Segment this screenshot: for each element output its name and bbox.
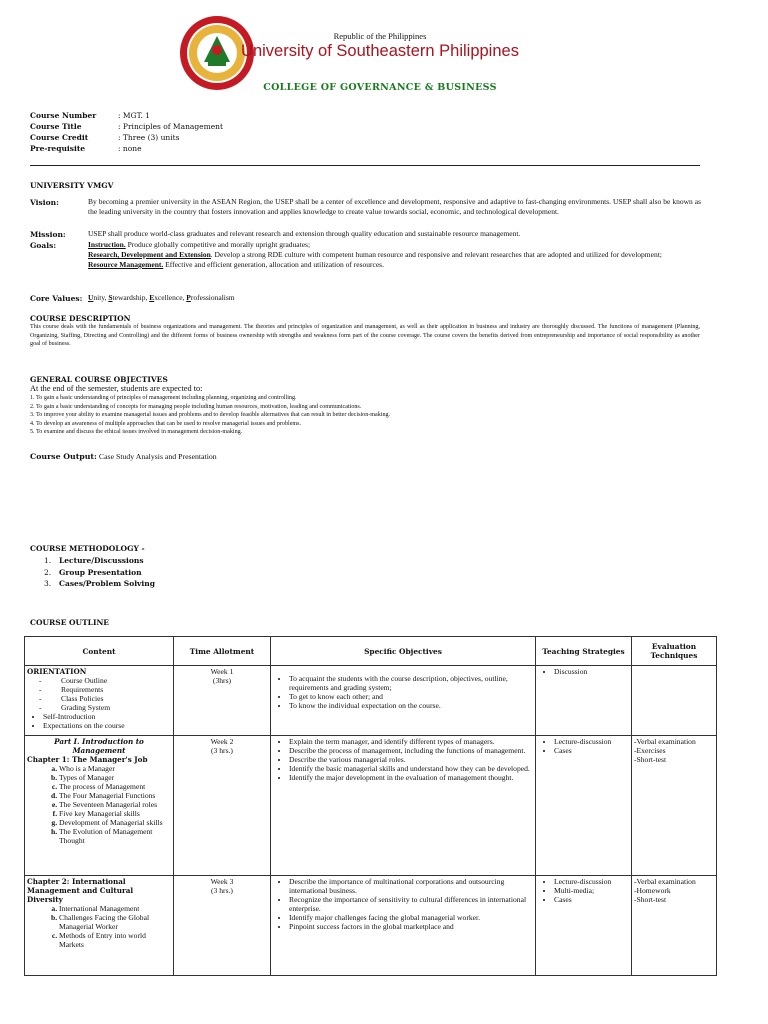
vmgv-heading: UNIVERSITY VMGV <box>30 181 114 190</box>
course-title-label: Course Title <box>30 122 82 131</box>
objective-item: 1. To gain a basic understanding of principles of management including planning, organizing and controlling. <box>30 395 297 401</box>
goals-list <box>88 240 701 270</box>
course-output <box>30 452 217 461</box>
row-objectives: • To acquaint the students with the course description, objectives, outline, requirements and grading system; • To get to know each other; and • To know the individual expectation on the course. <box>271 666 536 736</box>
mission-label: Mission: <box>30 230 66 239</box>
objective-item: 3. To improve your ability to examine managerial issues and problems and to develop feasible alternatives that can result in better decision-making. <box>30 412 391 419</box>
course-title-value: : Principles of Management <box>118 122 224 131</box>
methodology-item: 2. Group Presentation <box>44 567 142 577</box>
outline-heading: COURSE OUTLINE <box>30 618 110 627</box>
vision-label: Vision: <box>30 198 59 207</box>
col-strategies: Teaching Strategies <box>536 637 632 666</box>
methodology-item: 3. Cases/Problem Solving <box>44 579 155 588</box>
core-values-label: Core Values: <box>30 294 83 303</box>
core-values: Unity, Stewardship, Excellence, Professionalism <box>88 293 235 302</box>
prerequisite-label: Pre-requisite <box>30 144 86 153</box>
goals-label: Goals: <box>30 241 57 250</box>
table-row <box>25 666 717 736</box>
table-header-row <box>25 637 717 666</box>
vision-text: By becoming a premier university in the ASEAN Region, the USEP shall be a center of excellence and development, responsive and adaptive to fast-changing environments. USEP shall also be known as the leading university in the country that fosters innovation and applies knowledge to create value towards social, economic, and technological development. <box>88 197 701 216</box>
course-credit-label: Course Credit <box>30 133 89 142</box>
row-objectives: • Describe the importance of multinational corporations and outsourcing international business. • Recognize the importance of sensitivity to cultural differences in international enterprise. • Identify major challenges facing the global managerial worker. • Pinpoint success factors in the global marketplace and <box>271 876 536 976</box>
course-info <box>0 110 400 155</box>
row-objectives: • Explain the term manager, and identify different types of managers. • Describe the process of management, including the functions of management. • Describe the various managerial roles. • Identify the basic managerial skills and understand how they can be developed. • Identify the major development in the evaluation of management thought. <box>271 736 536 876</box>
objective-item: 2. To gain a basic understanding of concepts for managing people including human resources, motivation, leading and communications. <box>30 403 362 410</box>
objectives-intro: At the end of the semester, students are expected to: <box>30 384 203 393</box>
horizontal-rule <box>30 165 700 166</box>
row-strategies: • Lecture-discussion • Multi-media; • Cases <box>536 876 632 976</box>
col-evaluation: Evaluation Techniques <box>632 637 717 666</box>
row-evaluation: -Verbal examination -Exercises -Short-test <box>632 736 717 876</box>
goal-resource: Resource Management. Effective and efficient generation, allocation and utilization of resources. <box>88 260 384 269</box>
objectives-heading: GENERAL COURSE OBJECTIVES <box>30 375 168 384</box>
description-heading: COURSE DESCRIPTION <box>30 314 131 323</box>
table-row <box>25 736 717 876</box>
objective-item: 5. To examine and discuss the ethical issues involved in management decision-making. <box>30 429 243 436</box>
college-name: COLLEGE OF GOVERNANCE & BUSINESS <box>263 82 497 93</box>
description-text: This course deals with the fundamentals of business organizations and management. The theories and principles of organization and management, as well as their application in business and industry are thoroughly discussed. The functions of management (Planning, Organizing, Staffing, Directing and Controlling) and the different forms of business ownership with strengths and weakness form part of the course coverage. The course covers the benefits derived from entrepreneurship and importance of social responsibility as another goal of business. <box>30 324 700 348</box>
row-time: Week 1 (3hrs) <box>174 666 271 736</box>
methodology-heading: COURSE METHODOLOGY - <box>30 544 145 553</box>
republic-line: Republic of the Philippines <box>333 31 427 41</box>
row-content: Part I. Introduction to Management Chapter 1: The Manager's Job a. Who is a Manager b. Types of Manager c. The process of Management d. The Four Managerial Functions e. The Seventeen Managerial roles f. Five key Managerial skills g. Development of Managerial skills h. The Evolution of Management Thought <box>25 736 174 876</box>
objective-item: 4. To develop an awareness of multiple approaches that can be used to resolve managerial issues and problems. <box>30 420 302 427</box>
course-output-label: Course Output: <box>30 452 97 461</box>
goal-instruction: Instruction. Produce globally competitive and morally upright graduates; <box>88 240 311 249</box>
prerequisite-value: : none <box>118 144 142 153</box>
course-credit-value: : Three (3) units <box>118 133 180 142</box>
course-number-value: : MGT. 1 <box>118 111 151 120</box>
goal-research: Research, Development and Extension. Develop a strong RDE culture with competent human resource and responsive and relevant researches that are adopted and utilized for development; <box>88 250 662 259</box>
university-name: University of Southeastern Philippines <box>241 42 519 60</box>
row-strategies: • Lecture-discussion • Cases <box>536 736 632 876</box>
row-content: ORIENTATION - Course Outline - Requirements - Class Policies - Grading System • Self-Introduction • Expectations on the course <box>25 666 174 736</box>
row-evaluation <box>632 666 717 736</box>
course-number-label: Course Number <box>30 111 97 120</box>
row-strategies: • Discussion <box>536 666 632 736</box>
col-time: Time Allotment <box>174 637 271 666</box>
objectives-list <box>30 394 700 437</box>
methodology-list <box>44 555 155 590</box>
mission-text: USEP shall produce world-class graduates and relevant research and extension through quality education and sustainable resource management. <box>88 229 521 238</box>
col-content: Content <box>25 637 174 666</box>
row-content: Chapter 2: International Management and Cultural Diversity a. International Management b. Challenges Facing the Global Managerial Worker c. Methods of Entry into world Markets <box>25 876 174 976</box>
row-time: Week 3 (3 hrs.) <box>174 876 271 976</box>
table-row <box>25 876 717 976</box>
row-time: Week 2 (3 hrs.) <box>174 736 271 876</box>
row-evaluation: -Verbal examination -Homework -Short-test <box>632 876 717 976</box>
course-output-value: Case Study Analysis and Presentation <box>96 452 217 461</box>
methodology-item: 1. Lecture/Discussions <box>44 556 144 565</box>
col-objectives: Specific Objectives <box>271 637 536 666</box>
course-outline-table <box>24 636 717 976</box>
